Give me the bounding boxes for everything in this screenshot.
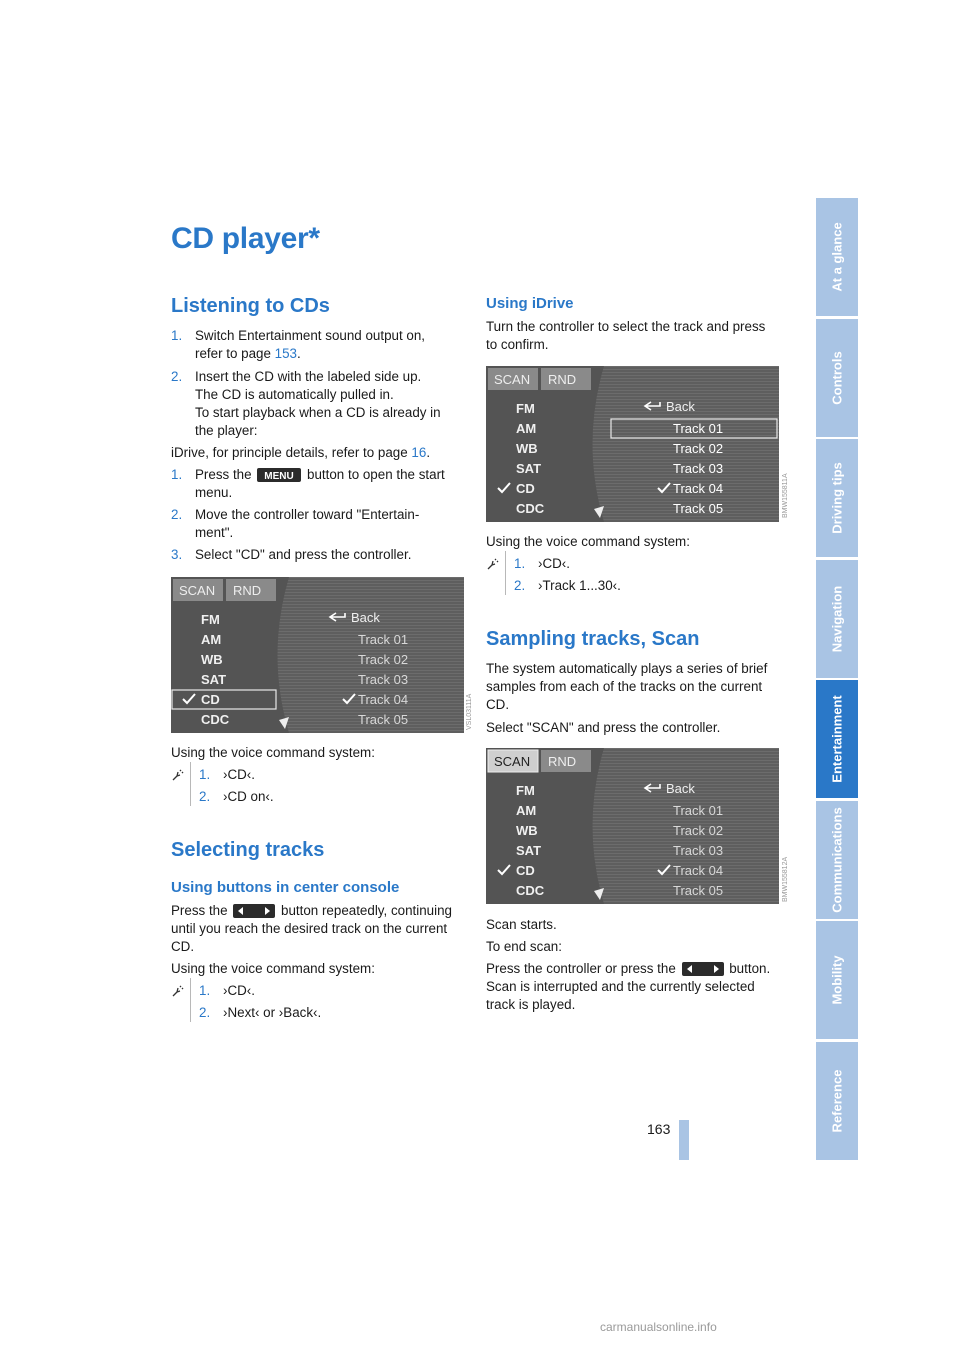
voice-command-icon bbox=[171, 768, 185, 782]
sidebar-tab-label: Entertainment bbox=[829, 695, 845, 783]
source-item: CD bbox=[516, 863, 535, 878]
paragraph: Select "SCAN" and press the controller. bbox=[486, 720, 721, 735]
sidebar-tab-driving-tips[interactable] bbox=[816, 439, 858, 557]
voice-command-box: 1. ›CD‹. 2. ›Next‹ or ›Back‹. bbox=[190, 978, 451, 1022]
list-item: 1. Switch Entertainment sound output on, refer to page 153. bbox=[171, 328, 426, 361]
track-item: Track 03 bbox=[673, 843, 724, 858]
list-item: 2. Insert the CD with the labeled side up. The CD is automatically pulled in. To start playback when a CD is already in the player: bbox=[171, 369, 441, 438]
sidebar-tab-communications[interactable] bbox=[816, 801, 858, 919]
source-item: AM bbox=[516, 803, 537, 818]
scan-tab-label: SCAN bbox=[494, 372, 531, 387]
back-label: Back bbox=[351, 610, 380, 625]
paragraph: To end scan: bbox=[486, 939, 562, 954]
heading-selecting: Selecting tracks bbox=[171, 839, 325, 861]
sidebar-tab-mobility[interactable] bbox=[816, 921, 858, 1039]
voice-command-box: 1. ›CD‹. 2. ›Track 1...30‹. bbox=[505, 551, 766, 595]
source-item: CD bbox=[516, 481, 535, 496]
paragraph: iDrive, for principle details, refer to page 16. bbox=[171, 445, 431, 460]
paragraph: Press the controller or press the button. Scan is interrupted and the currently selected track is played. bbox=[486, 961, 771, 1012]
back-label: Back bbox=[666, 399, 695, 414]
sidebar-tab-label: Communications bbox=[829, 806, 845, 913]
source-item: CDC bbox=[201, 712, 230, 727]
back-label: Back bbox=[666, 781, 695, 796]
track-item: Track 04 bbox=[673, 863, 724, 878]
rnd-tab-label: RND bbox=[548, 754, 577, 769]
screen-code: BMW155812A bbox=[782, 856, 789, 902]
screen-code: VSL03111A bbox=[466, 693, 473, 730]
voice-command-box: 1. ›CD‹. 2. ›CD on‹. bbox=[190, 762, 451, 806]
sidebar-tab-label: Driving tips bbox=[829, 462, 845, 534]
page-ref-link[interactable]: 153 bbox=[274, 346, 297, 361]
track-item: Track 02 bbox=[358, 652, 409, 667]
source-item: SAT bbox=[516, 461, 542, 476]
heading-listening: Listening to CDs bbox=[171, 295, 330, 317]
page-number: 163 bbox=[647, 1121, 671, 1137]
track-item: Track 04 bbox=[358, 692, 409, 707]
menu-button-icon bbox=[257, 468, 301, 482]
heading-idrive: Using iDrive bbox=[486, 295, 574, 312]
scan-tab-label: SCAN bbox=[179, 583, 216, 598]
source-item: SAT bbox=[201, 672, 227, 687]
track-item: Track 01 bbox=[673, 803, 724, 818]
idrive-screen-tracks bbox=[486, 366, 779, 522]
list-item: 1. Press the MENU button to open the start menu. bbox=[171, 467, 445, 500]
track-item: Track 05 bbox=[673, 501, 724, 516]
sidebar-tab-at-a-glance[interactable] bbox=[816, 198, 858, 316]
rnd-tab-label: RND bbox=[548, 372, 577, 387]
sidebar-tab-entertainment[interactable] bbox=[816, 680, 858, 798]
sidebar-tab-label: Reference bbox=[829, 1069, 845, 1132]
track-item: Track 02 bbox=[673, 441, 724, 456]
track-button-icon bbox=[233, 904, 275, 918]
source-item: WB bbox=[201, 652, 223, 667]
track-item: Track 05 bbox=[673, 883, 724, 898]
track-button-icon bbox=[682, 962, 724, 976]
source-item: FM bbox=[516, 401, 535, 416]
sidebar-tab-label: Mobility bbox=[829, 955, 845, 1005]
voice-command-icon bbox=[171, 984, 185, 998]
track-item: Track 01 bbox=[358, 632, 409, 647]
voice-label: Using the voice command system: bbox=[171, 745, 375, 760]
voice-label: Using the voice command system: bbox=[171, 961, 375, 976]
source-item: FM bbox=[201, 612, 220, 627]
page-number-bar bbox=[679, 1120, 689, 1160]
sidebar-tab-label: Controls bbox=[829, 350, 845, 405]
idrive-screen-cd bbox=[171, 577, 464, 733]
svg-text:MENU: MENU bbox=[264, 471, 295, 482]
list-item: 3. Select "CD" and press the controller. bbox=[171, 547, 412, 562]
watermark: carmanualsonline.info bbox=[600, 1320, 717, 1334]
screen-code: BMW155811A bbox=[782, 473, 789, 518]
section-sidebar bbox=[816, 198, 858, 1160]
list-item: 2. Move the controller toward "Entertain- ment". bbox=[171, 507, 420, 540]
source-item: AM bbox=[201, 632, 222, 647]
voice-label: Using the voice command system: bbox=[486, 534, 690, 549]
page-ref-link[interactable]: 16 bbox=[411, 445, 427, 460]
heading-scan: Sampling tracks, Scan bbox=[486, 628, 700, 650]
track-item: Track 02 bbox=[673, 823, 724, 838]
track-item: Track 03 bbox=[358, 672, 409, 687]
sidebar-tab-label: At a glance bbox=[829, 222, 845, 292]
paragraph: Turn the controller to select the track and press to confirm. bbox=[486, 319, 766, 352]
source-item: SAT bbox=[516, 843, 542, 858]
sidebar-tab-reference[interactable] bbox=[816, 1042, 858, 1160]
source-item: WB bbox=[516, 441, 538, 456]
source-item: CD bbox=[201, 692, 220, 707]
paragraph: Press the button repeatedly, continuing until you reach the desired track on the current CD. bbox=[171, 903, 452, 954]
source-item: AM bbox=[516, 421, 537, 436]
page-title: CD player* bbox=[171, 222, 320, 255]
paragraph: Scan starts. bbox=[486, 917, 557, 932]
title-asterisk: * bbox=[308, 222, 320, 255]
idrive-screen-scan bbox=[486, 748, 779, 904]
voice-command-icon bbox=[486, 557, 500, 571]
source-item: CDC bbox=[516, 501, 545, 516]
rnd-tab-label: RND bbox=[233, 583, 262, 598]
track-item: Track 04 bbox=[673, 481, 724, 496]
heading-buttons: Using buttons in center console bbox=[171, 879, 400, 896]
track-item: Track 01 bbox=[673, 421, 724, 436]
source-item: FM bbox=[516, 783, 535, 798]
sidebar-tab-controls[interactable] bbox=[816, 319, 858, 437]
scan-tab-label: SCAN bbox=[494, 754, 531, 769]
sidebar-tab-navigation[interactable] bbox=[816, 560, 858, 678]
track-item: Track 05 bbox=[358, 712, 409, 727]
paragraph: The system automatically plays a series of brief samples from each of the tracks on the current CD. bbox=[486, 661, 768, 712]
track-item: Track 03 bbox=[673, 461, 724, 476]
sidebar-tab-label: Navigation bbox=[829, 585, 845, 652]
source-item: WB bbox=[516, 823, 538, 838]
source-item: CDC bbox=[516, 883, 545, 898]
